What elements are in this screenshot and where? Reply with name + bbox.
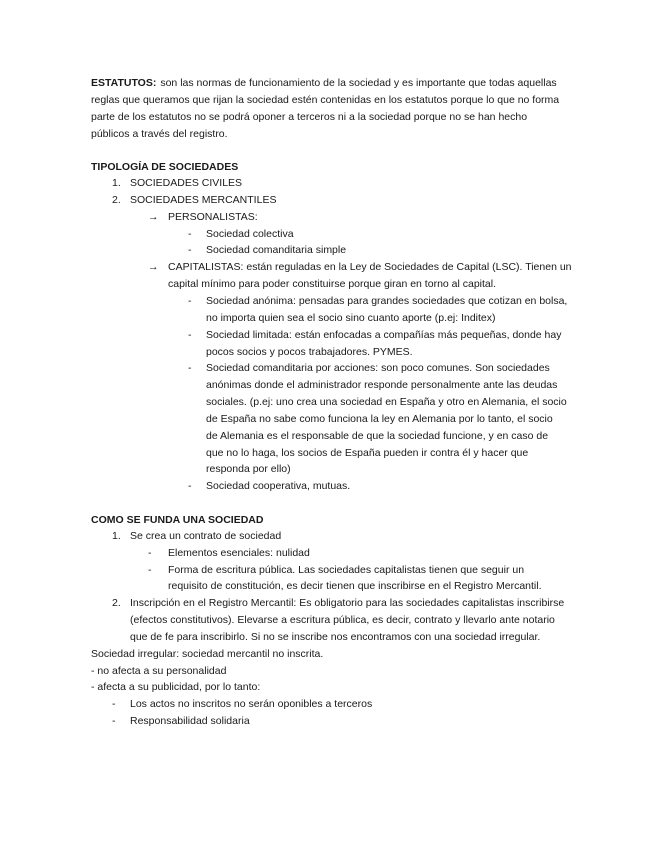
intro-line-1 xyxy=(91,77,564,90)
forma-line-2: requisito de constitución, es decir tienen que inscribirse en el Registro Mercantil. xyxy=(168,580,542,592)
list-item: de Alemania es el responsable de que la sociedad funcione, y en caso de xyxy=(206,430,549,442)
elementos-esenciales: Elementos esenciales: nulidad xyxy=(168,547,310,559)
dash-bullet: - xyxy=(188,480,192,492)
list-item: Sociedad cooperativa, mutuas. xyxy=(206,480,351,492)
list-item: que no lo haga, los socios de España pueden ir contra él y hacer que xyxy=(206,447,529,459)
dash-bullet: - xyxy=(112,698,116,710)
list-item: Sociedad limitada: están enfocadas a compañías más pequeñas, donde hay xyxy=(206,329,562,341)
forma-line-1: Forma de escritura pública. Las sociedades capitalistas tienen que seguir un xyxy=(168,564,525,576)
list-item: sociales. (p.ej: uno crea una sociedad en España y otro en Alemania, el socio xyxy=(206,396,567,408)
capitalistas-line-1: CAPITALISTAS: están reguladas en la Ley de Sociedades de Capital (LSC). Tienen un xyxy=(168,261,572,273)
inscripcion-line-3: que de fe para inscribirlo. Si no se inscribe nos encontramos con una sociedad irregular. xyxy=(130,631,541,643)
intro-line-4: públicos a través del registro. xyxy=(91,128,228,140)
list-number: 2. xyxy=(112,597,121,609)
capitalistas-line-2: capital mínimo para poder constituirse porque giran en torno al capital. xyxy=(168,278,497,290)
list-item: Los actos no inscritos no serán oponibles a terceros xyxy=(130,698,373,710)
list-item: Responsabilidad solidaria xyxy=(130,715,250,727)
intro-term: ESTATUTOS: xyxy=(91,77,157,89)
intro-line-1-text: son las normas de funcionamiento de la sociedad y es importante que todas aquellas xyxy=(160,77,557,89)
personalistas-label: PERSONALISTAS: xyxy=(168,211,258,223)
list-item: Sociedad comanditaria simple xyxy=(206,244,347,256)
funda-heading: COMO SE FUNDA UNA SOCIEDAD xyxy=(91,514,264,526)
list-item: de España no sabe como funciona la ley en Alemania por lo tanto, el socio xyxy=(206,413,553,425)
list-number: 1. xyxy=(112,177,121,189)
list-item: anónimas donde el administrador responde personalmente ante las deudas xyxy=(206,379,558,391)
tipologia-heading: TIPOLOGÍA DE SOCIEDADES xyxy=(91,161,239,173)
list-item: no importa quien sea el socio sino cuanto aporte (p.ej: Inditex) xyxy=(206,312,496,324)
inscripcion-line-1: Inscripción en el Registro Mercantil: Es obligatorio para las sociedades capitalistas inscribirse xyxy=(130,597,565,609)
contrato-sociedad: Se crea un contrato de sociedad xyxy=(130,530,282,542)
dash-bullet: - xyxy=(188,295,192,307)
list-item: Sociedad colectiva xyxy=(206,228,294,240)
list-item: responda por ello) xyxy=(206,463,291,475)
list-item: pocos socios y pocos trabajadores. PYMES. xyxy=(206,346,413,358)
dash-bullet: - xyxy=(188,228,192,240)
dash-bullet: - xyxy=(148,547,152,559)
dash-bullet: - xyxy=(148,564,152,576)
arrow-right-icon: → xyxy=(148,211,159,223)
intro-line-2: reglas que queramos que rijan la sociedad estén contenidas en los estatutos porque lo que no forma xyxy=(91,94,560,106)
inscripcion-line-2: (efectos constitutivos). Elevarse a escritura pública, es decir, contrato y llevarlo ante notario xyxy=(130,614,555,626)
list-number: 1. xyxy=(112,530,121,542)
list-item: Sociedad comanditaria por acciones: son poco comunes. Son sociedades xyxy=(206,362,550,374)
list-item: Sociedad anónima: pensadas para grandes sociedades que cotizan en bolsa, xyxy=(206,295,568,307)
irregular-line-2: - no afecta a su personalidad xyxy=(91,665,227,677)
intro-line-3: parte de los estatutos no se podrá oponer a terceros ni a la sociedad porque no se han hecho xyxy=(91,111,528,123)
sociedades-civiles: SOCIEDADES CIVILES xyxy=(130,177,243,189)
dash-bullet: - xyxy=(188,362,192,374)
dash-bullet: - xyxy=(188,244,192,256)
list-number: 2. xyxy=(112,194,121,206)
irregular-line-3: - afecta a su publicidad, por lo tanto: xyxy=(91,681,261,693)
arrow-right-icon: → xyxy=(148,261,159,273)
sociedades-mercantiles: SOCIEDADES MERCANTILES xyxy=(130,194,277,206)
dash-bullet: - xyxy=(112,715,116,727)
irregular-line-1: Sociedad irregular: sociedad mercantil no inscrita. xyxy=(91,648,324,660)
dash-bullet: - xyxy=(188,329,192,341)
